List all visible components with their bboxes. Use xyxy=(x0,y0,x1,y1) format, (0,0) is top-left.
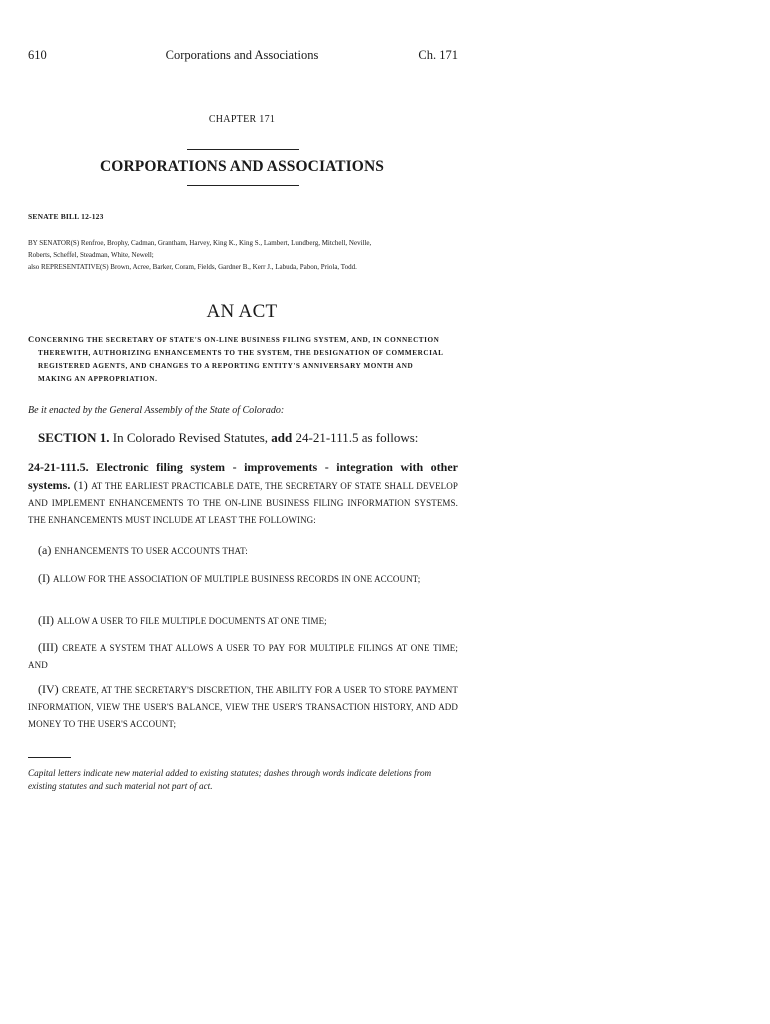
sponsors-line: also REPRESENTATIVE(S) Brown, Acree, Barker, Coram, Fields, Gardner B., Kerr J., Labuda, Pabon, Priola, Todd. xyxy=(28,263,357,271)
enacting-clause: Be it enacted by the General Assembly of the State of Colorado: xyxy=(28,405,285,416)
title-rule-bottom xyxy=(187,185,299,186)
footnote-rule xyxy=(28,757,71,758)
act-heading: AN ACT xyxy=(206,301,278,322)
act-title-initial: C xyxy=(28,334,35,344)
item-number: (III) xyxy=(38,640,63,654)
bill-number: SENATE BILL 12-123 xyxy=(28,212,104,221)
sponsors-line: BY SENATOR(S) Renfroe, Brophy, Cadman, Grantham, Harvey, King K., King S., Lambert, Lundberg, Mitchell, Neville, xyxy=(28,239,372,247)
item-text: CREATE, AT THE SECRETARY'S DISCRETION, THE ABILITY FOR A USER TO STORE PAYMENT INFORMATION, VIEW THE USER'S BALANCE, VIEW THE USER'S TRANSACTION HISTORY, AND ADD MONEY TO THE USER'S ACCOUNT; xyxy=(28,685,459,729)
act-title-line: ONCERNING THE SECRETARY OF STATE'S ON-LINE BUSINESS FILING SYSTEM, AND, IN CONNECTION xyxy=(34,336,440,344)
item-text: ALLOW A USER TO FILE MULTIPLE DOCUMENTS AT ONE TIME; xyxy=(56,616,327,626)
item-number: (IV) xyxy=(38,682,62,696)
sponsors-line: Roberts, Scheffel, Steadman, White, Newell; xyxy=(28,251,154,259)
list-item xyxy=(28,681,458,733)
list-item xyxy=(38,542,458,560)
list-item xyxy=(28,639,458,674)
sponsors-block xyxy=(28,237,460,273)
page-number: 610 xyxy=(28,48,47,62)
chapter-reference: Ch. 171 xyxy=(418,48,458,62)
section-action: add xyxy=(271,430,293,445)
act-title-line: THEREWITH, AUTHORIZING ENHANCEMENTS TO THE SYSTEM, THE DESIGNATION OF COMMERCIAL xyxy=(38,349,444,357)
chapter-label: CHAPTER 171 xyxy=(208,114,276,125)
section-label: SECTION 1. xyxy=(38,430,110,445)
subsection-number: (1) xyxy=(70,478,92,492)
act-title xyxy=(28,333,458,386)
running-title: Corporations and Associations xyxy=(165,48,319,62)
list-item xyxy=(28,570,458,588)
footnote: Capital letters indicate new material added to existing statutes; dashes through words indicate deletions from existing statutes and such material not part of act. xyxy=(28,768,432,791)
list-item xyxy=(38,612,458,630)
item-number: (I) xyxy=(38,571,53,585)
item-text: CREATE A SYSTEM THAT ALLOWS A USER TO PAY FOR MULTIPLE FILINGS AT ONE TIME; AND xyxy=(28,643,458,670)
section-text: In Colorado Revised Statutes, xyxy=(109,430,272,445)
chapter-title: CORPORATIONS AND ASSOCIATIONS xyxy=(100,158,384,175)
act-title-line: REGISTERED AGENTS, AND CHANGES TO A REPORTING ENTITY'S ANNIVERSARY MONTH AND xyxy=(38,362,414,370)
item-number: (II) xyxy=(38,613,57,627)
item-text: ENHANCEMENTS TO USER ACCOUNTS THAT: xyxy=(54,546,248,556)
item-number: (a) xyxy=(38,543,55,557)
statute-heading: 24-21-111.5. Electronic filing system - improvements - integration with other systems. xyxy=(28,460,458,492)
section-heading xyxy=(38,430,418,446)
statute-text: AT THE EARLIEST PRACTICABLE DATE, THE SECRETARY OF STATE SHALL DEVELOP AND IMPLEMENT ENHANCEMENTS TO THE ON-LINE BUSINESS FILING INFORMATION SYSTEMS. THE ENHANCEMENTS MUST INCLUDE AT LEAST THE FOLLOWING: xyxy=(28,481,458,525)
item-text: ALLOW FOR THE ASSOCIATION OF MULTIPLE BUSINESS RECORDS IN ONE ACCOUNT; xyxy=(53,574,421,584)
section-text: 24-21-111.5 as follows: xyxy=(292,430,419,445)
title-rule-top xyxy=(187,149,299,150)
act-title-line: MAKING AN APPROPRIATION. xyxy=(38,375,158,383)
statute-paragraph xyxy=(28,459,458,529)
